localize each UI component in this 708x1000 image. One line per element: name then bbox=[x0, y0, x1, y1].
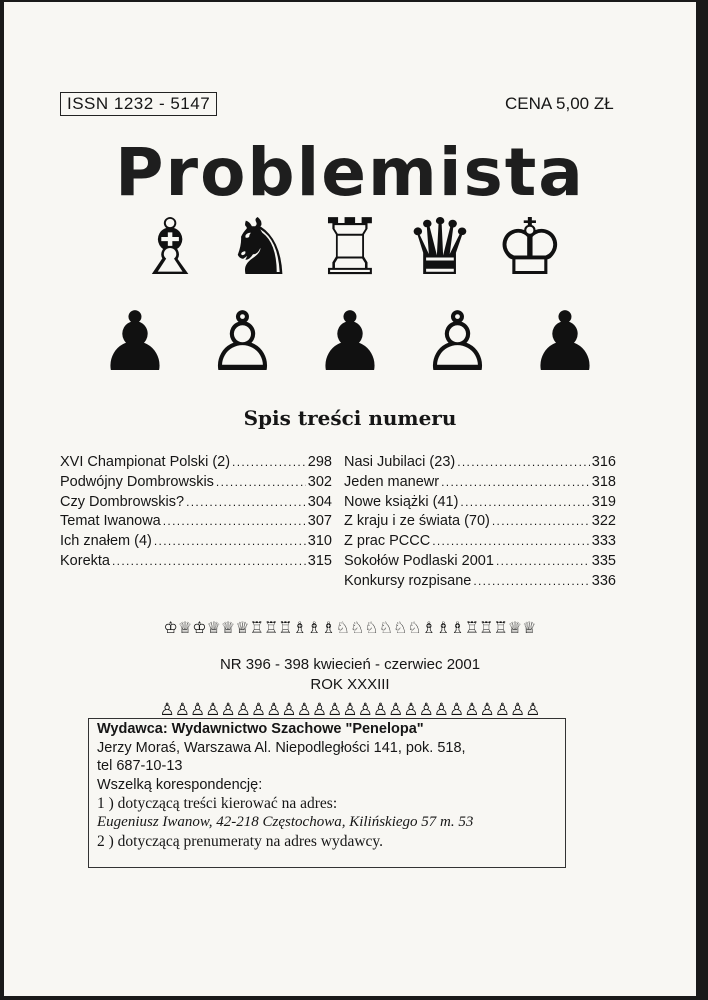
toc-leader bbox=[473, 573, 589, 589]
toc-entry-page: 316 bbox=[591, 454, 616, 470]
bishop-icon: ♗ bbox=[135, 203, 206, 291]
toc-leader bbox=[154, 533, 306, 549]
toc-entry bbox=[344, 553, 616, 573]
rook-icon: ♖ bbox=[315, 203, 385, 291]
toc-entry bbox=[60, 513, 332, 533]
price-label: CENA 5,00 ZŁ bbox=[505, 94, 614, 113]
correspondence-label: Wszelką korespondencję: bbox=[97, 776, 263, 793]
correspondence-item-1: 1 ) dotyczącą treści kierować na adres: bbox=[97, 795, 338, 813]
editor-address: Eugeniusz Iwanow, 42-218 Częstochowa, Kilińskiego 57 m. 53 bbox=[97, 813, 474, 830]
toc-heading: Spis treści numeru bbox=[243, 406, 457, 430]
toc-entry-title: Sokołów Podlaski 2001 bbox=[344, 552, 494, 569]
issue-year: ROK XXXIII bbox=[310, 676, 390, 693]
correspondence-item-2: 2 ) dotyczącą prenumeraty na adres wydawcy. bbox=[97, 832, 384, 850]
toc-entry-title: Korekta bbox=[60, 552, 110, 569]
magazine-cover bbox=[4, 2, 696, 996]
toc-entry bbox=[344, 474, 616, 494]
chess-ornament-strip: ♔♕♔♕♕♕♖♖♖♗♗♗♘♘♘♘♘♘♗♗♗♖♖♖♕♕ bbox=[163, 620, 537, 637]
toc-leader bbox=[163, 513, 306, 529]
toc-entry-page: 315 bbox=[307, 552, 332, 569]
king-icon: ♔ bbox=[494, 203, 565, 291]
toc-entry bbox=[344, 573, 616, 593]
toc-entry bbox=[60, 553, 332, 573]
pawns-row bbox=[4, 297, 696, 388]
toc-leader bbox=[216, 474, 306, 490]
toc-entry-title: Konkursy rozpisane bbox=[344, 572, 472, 589]
black-pawn-icon: ♟ bbox=[528, 297, 602, 388]
toc-entry-title: XVI Championat Polski (2) bbox=[60, 454, 231, 470]
toc-entry bbox=[344, 454, 616, 474]
toc-entry-page: 318 bbox=[591, 473, 616, 490]
white-pawn-icon: ♙ bbox=[205, 297, 280, 388]
toc-leader bbox=[460, 494, 589, 510]
toc-entry bbox=[60, 454, 332, 474]
toc-entry-title: Z prac PCCC bbox=[344, 533, 431, 550]
pawn-ornament-strip: ♙♙♙♙♙♙♙♙♙♙♙♙♙♙♙♙♙♙♙♙♙♙♙♙♙ bbox=[159, 700, 541, 719]
toc-entry-page: 302 bbox=[307, 473, 332, 490]
toc-right-column bbox=[344, 454, 616, 593]
toc-leader bbox=[457, 454, 590, 470]
toc-entry-title: Nowe książki (41) bbox=[344, 493, 459, 510]
publisher-phone: tel 687-10-13 bbox=[97, 758, 183, 775]
toc-entry-title: Podwójny Dombrowskis bbox=[60, 473, 214, 490]
toc-entry-title: Temat Iwanowa bbox=[60, 513, 161, 530]
toc-leader bbox=[186, 494, 306, 510]
knight-icon: ♞ bbox=[225, 203, 296, 291]
toc-leader bbox=[441, 474, 590, 490]
toc-entry-page: 304 bbox=[307, 493, 332, 510]
toc-entry bbox=[60, 494, 332, 514]
toc-entry bbox=[344, 494, 616, 514]
toc-leader bbox=[232, 454, 306, 470]
magazine-title: Problemista bbox=[115, 134, 585, 211]
toc-entry-page: 336 bbox=[591, 572, 616, 589]
toc-entry-page: 335 bbox=[591, 552, 616, 569]
toc-entry-title: Jeden manewr bbox=[344, 473, 440, 490]
toc-entry-title: Nasi Jubilaci (23) bbox=[344, 454, 456, 470]
toc-leader bbox=[496, 553, 590, 569]
publisher-name: Wydawca: Wydawnictwo Szachowe "Penelopa" bbox=[97, 721, 424, 737]
issn-label: ISSN 1232 - 5147 bbox=[60, 92, 217, 116]
toc-entry-page: 298 bbox=[307, 454, 332, 470]
chess-pieces-row bbox=[4, 203, 696, 291]
toc-entry bbox=[344, 533, 616, 553]
toc-entry-page: 319 bbox=[591, 493, 616, 510]
black-pawn-icon: ♟ bbox=[98, 297, 172, 388]
toc-entry bbox=[344, 513, 616, 533]
toc-left-column bbox=[60, 454, 332, 573]
toc-entry-page: 307 bbox=[307, 513, 332, 530]
toc-entry-title: Czy Dombrowskis? bbox=[60, 493, 185, 510]
toc-entry-page: 333 bbox=[591, 533, 616, 550]
publisher-box bbox=[88, 718, 566, 868]
toc-entry-title: Ich znałem (4) bbox=[60, 533, 152, 550]
toc-entry bbox=[60, 474, 332, 494]
queen-icon: ♛ bbox=[404, 203, 475, 291]
toc-entry-title: Z kraju i ze świata (70) bbox=[344, 513, 490, 530]
toc-leader bbox=[432, 533, 590, 549]
toc-entry-page: 310 bbox=[307, 533, 332, 550]
toc-entry bbox=[60, 533, 332, 553]
issue-number: NR 396 - 398 kwiecień - czerwiec 2001 bbox=[219, 656, 481, 673]
white-pawn-icon: ♙ bbox=[420, 297, 495, 388]
toc-leader bbox=[492, 513, 590, 529]
publisher-address: Jerzy Moraś, Warszawa Al. Niepodległości 141, pok. 518, bbox=[97, 739, 466, 756]
toc-leader bbox=[112, 553, 306, 569]
toc-entry-page: 322 bbox=[591, 513, 616, 530]
black-pawn-icon: ♟ bbox=[313, 297, 387, 388]
